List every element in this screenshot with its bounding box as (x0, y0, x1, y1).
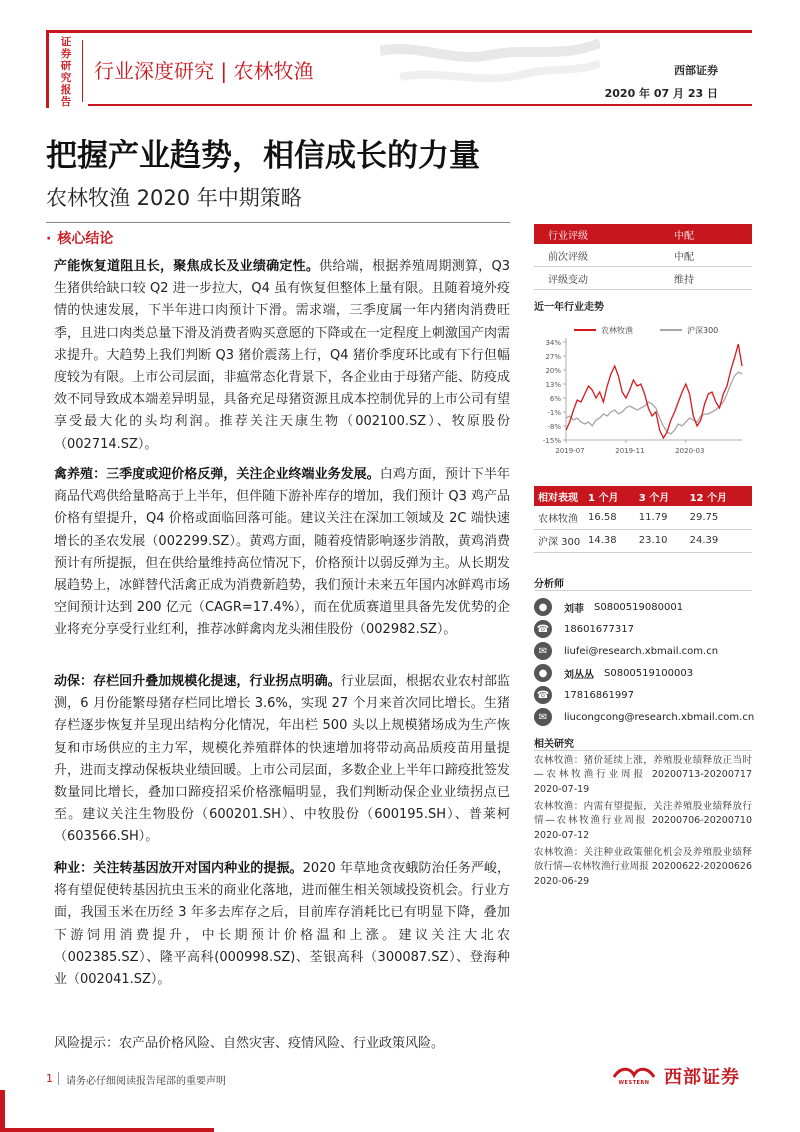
analyst-phone: 18601677317 (564, 623, 634, 635)
report-type-vertical-tag: 证券研究报告 (60, 36, 72, 108)
performance-cell: 16.58 (588, 506, 639, 529)
series-line-hs300 (566, 372, 742, 434)
footer-logo (610, 1063, 740, 1089)
performance-cell: 29.75 (690, 506, 752, 529)
related-item[interactable]: 农林牧渔：猪价延续上涨，养殖股业绩释放正当时—农林牧渔行业周报 20200713-20200717 2020-07-19 (534, 755, 752, 795)
performance-cell: 11.79 (639, 506, 690, 529)
paragraph-poultry (54, 464, 510, 642)
analyst-cert: S0800519080001 (594, 601, 684, 613)
rating-label: 前次评级 (548, 251, 588, 263)
analyst-1-email-row (534, 641, 752, 661)
person-icon: ● (534, 598, 552, 616)
report-category: 行业深度研究 | 农林牧渔 (94, 59, 314, 83)
paragraph-body: 2020 年草地贪夜蛾防治任务严峻，将有望促使转基因抗虫玉米的商业化落地，进而催生相关领域投资机会。行业方面，我国玉米在历经 3 年多去库存之后，目前库存消耗比已有明显下降，叠加下游饲用消费提升，中长期预计价格温和上涨。建议关注大北农（002385.SZ）、隆平高科(000998.SZ)、荃银高科（300087.SZ）、登海种业（002041.SZ）。 (54, 861, 510, 988)
header-wave-decoration (380, 33, 600, 93)
analyst-2-email-row (534, 707, 755, 727)
x-tick-label: 2020-03 (675, 447, 705, 455)
paragraph-body: 行业层面，根据农业农村部监测，6 月份能繁母猪存栏同比增长 3.6%，实现 27 个月来首次同比增长。生猪存栏逐步恢复并呈现出结构分化情况，年出栏 500 头以上规模猪场成为生产恢复和市场供应的主力军，规模化养殖群体的快速增加将带动高品质疫苗用量提升，进而支撑动保板块业绩回暖。上市公司层面，多数企业上半年口蹄疫批签发数量同比增长，叠加口蹄疫招采价格涨幅明显，我们判断动保企业业绩拐点已至。建议关注生物股份（600201.SH）、中牧股份（600195.SH）、普莱柯（603566.SH）。 (54, 674, 510, 845)
x-tick-label: 2019-11 (615, 447, 645, 455)
section-heading-core (46, 228, 113, 248)
performance-cell: 农林牧渔 (534, 506, 588, 529)
performance-header-row (534, 486, 752, 506)
performance-cell: 沪深 300 (534, 529, 588, 552)
paragraph-animal-health (54, 671, 510, 849)
paragraph-body: 供给端，根据养殖周期测算，Q3 生猪供给缺口较 Q2 进一步拉大，Q4 虽有恢复但整体上量有限。且随着境外疫情的快速发展，下半年进口肉预计下滑。需求端，三季度属一年内猪肉消费旺季，且进口肉类总量下滑及消费者购买意愿的下降或在一定程度上刺激国产肉需求提升。大趋势上我们判断 Q3 猪价震荡上行，Q4 猪价季度环比或有下行但幅度较为有限。上市公司层面，非瘟常态化背景下，各企业由于母猪产能、防疫成效不同导致成本端差异明显，具备充足母猪资源且成本控制优异的上市公司有望享受最大化的头均利润。推荐关注天康生物（002100.SZ）、牧原股份（002714.SZ）。 (54, 259, 510, 452)
analyst-2-name-row (534, 663, 752, 683)
related-heading: 相关研究 (534, 739, 574, 750)
performance-cell: 23.10 (639, 529, 690, 552)
western-mark-icon (610, 1065, 658, 1087)
related-item[interactable]: 农林牧渔：内需有望提振，关注养殖股业绩释放行情—农林牧渔行业周报 20200706-20200710 2020-07-12 (534, 801, 752, 841)
performance-header-cell: 1 个月 (588, 486, 639, 506)
section-rule (46, 222, 510, 223)
performance-header-cell: 3 个月 (639, 486, 690, 506)
main-title: 把握产业趋势，相信成长的力量 (46, 138, 480, 174)
analyst-email[interactable]: liufei@research.xbmail.com.cn (564, 645, 719, 657)
paragraph-seed (54, 858, 510, 991)
western-horn-icon (610, 1065, 658, 1081)
performance-header-cell: 12 个月 (690, 486, 752, 506)
analyst-2-phone-row (534, 685, 752, 705)
section-bullet: · (46, 231, 52, 247)
y-tick-label: -8% (547, 423, 561, 431)
analyst-1-name-row (534, 597, 752, 617)
sub-title: 农林牧渔 2020 年中期策略 (46, 186, 302, 210)
analyst-email[interactable]: liucongcong@research.xbmail.com.cn (564, 711, 755, 723)
email-icon: ✉ (534, 642, 552, 660)
footer-corner-bottom (0, 1128, 214, 1132)
report-date: 2020 年 07 月 23 日 (604, 87, 718, 100)
performance-cell: 24.39 (690, 529, 752, 552)
person-icon: ● (534, 664, 552, 682)
brand-name: 西部证券 (674, 64, 718, 77)
section-heading-text: 核心结论 (57, 231, 114, 247)
trend-chart-svg (534, 316, 752, 474)
rating-label: 行业评级 (548, 230, 588, 242)
rating-value: 中配 (674, 230, 694, 242)
paragraph-lead: 动保：存栏回升叠加规模化提速，行业拐点明确。 (54, 674, 341, 689)
analyst-name: 刘丛丛 (564, 669, 594, 681)
rating-row-previous (534, 244, 752, 267)
header-left-rule (46, 30, 49, 108)
footer-separator (58, 1072, 59, 1085)
series-line-agriculture (566, 344, 742, 438)
logo-big-text: 西部证券 (664, 1067, 740, 1088)
y-tick-label: -1% (547, 409, 561, 417)
y-tick-label: 34% (545, 339, 561, 347)
email-icon: ✉ (534, 708, 552, 726)
trend-chart (534, 316, 752, 474)
legend-label: 沪深300 (687, 326, 719, 335)
performance-table (534, 486, 752, 553)
phone-icon: ☎ (534, 686, 552, 704)
paragraph-lead: 产能恢复道阻且长，聚焦成长及业绩确定性。 (54, 259, 320, 274)
paragraph-body: 白鸡方面，预计下半年商品代鸡供给量略高于上半年，但伴随下游补库存的增加，我们预计 Q3 鸡产品价格有望提升，Q4 价格或面临回落可能。建议关注在深加工领域及 2C 端快速增长的圣农发展（002299.SZ）。黄鸡方面，随着疫情影响逐步消散，黄鸡消费预计有所提振，但在供给量维持高位情况下，价格预计以弱反弹为主。从长期发展趋势上，冰鲜替代活禽正成为消费新趋势，我们预计未来五年国内冰鲜鸡市场空间预计达到 200 亿元（CAGR=17.4%），而在优质赛道里具备先发优势的企业将充分享受行业红利，推荐冰鲜禽肉龙头湘佳股份（002982.SZ）。 (54, 467, 510, 638)
analyst-1-phone-row (534, 619, 752, 639)
y-tick-label: 27% (545, 353, 561, 361)
analyst-name: 刘菲 (564, 603, 584, 615)
performance-row (534, 529, 752, 552)
performance-header-cell: 相对表现 (534, 486, 588, 506)
paragraph-lead: 禽养殖：三季度或迎价格反弹，关注企业终端业务发展。 (54, 467, 380, 482)
risk-warning: 风险提示：农产品价格风险、自然灾害、疫情风险、行业政策风险。 (54, 1036, 445, 1051)
rating-table (534, 224, 752, 290)
rating-label: 评级变动 (548, 274, 588, 286)
footer-corner-left (0, 1090, 5, 1132)
page-number: 1 (46, 1072, 53, 1085)
rating-value: 维持 (674, 274, 694, 286)
rating-row-current (534, 224, 752, 244)
analyst-cert: S0800519100003 (604, 667, 694, 679)
analyst-rule (534, 590, 752, 591)
x-tick-label: 2019-07 (555, 447, 585, 455)
header-divider (82, 40, 83, 102)
header-underline (88, 104, 752, 106)
legend-label: 农林牧渔 (601, 326, 633, 335)
analyst-phone: 17816861997 (564, 689, 634, 701)
phone-icon: ☎ (534, 620, 552, 638)
performance-row (534, 506, 752, 529)
footer-notice: 请务必仔细阅读报告尾部的重要声明 (66, 1076, 226, 1087)
paragraph-lead: 种业：关注转基因放开对国内种业的提振。 (54, 861, 303, 876)
y-tick-label: 20% (545, 367, 561, 375)
rating-value: 中配 (674, 251, 694, 263)
related-rule (534, 750, 752, 751)
y-tick-label: 13% (545, 381, 561, 389)
performance-cell: 14.38 (588, 529, 639, 552)
trend-heading: 近一年行业走势 (534, 302, 604, 313)
logo-small-text: WESTERN (618, 1080, 650, 1086)
y-tick-label: -15% (542, 437, 561, 445)
paragraph-hog (54, 256, 510, 456)
analyst-heading: 分析师 (534, 579, 564, 590)
y-tick-label: 6% (549, 395, 561, 403)
related-item[interactable]: 农林牧渔：关注种业政策催化机会及养殖股业绩释放行情—农林牧渔行业周报 20200622-20200626 2020-06-29 (534, 847, 752, 887)
rating-row-change (534, 267, 752, 290)
